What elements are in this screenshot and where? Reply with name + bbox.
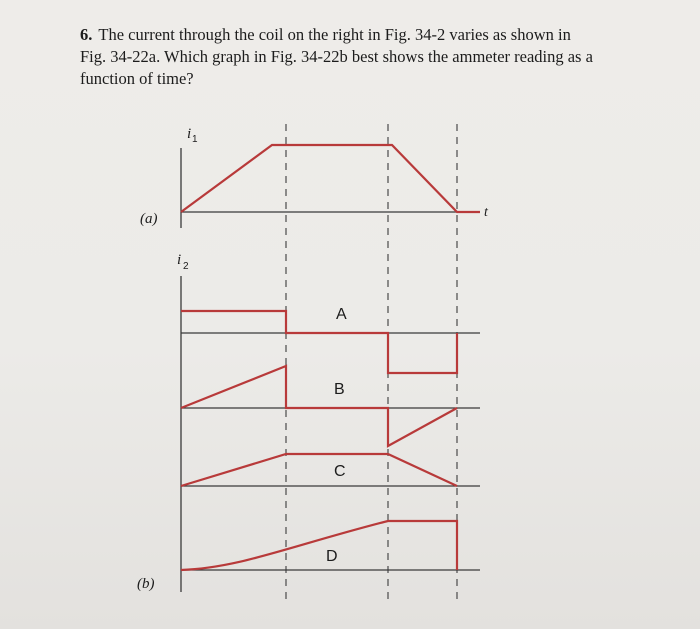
graph-A-label: A	[336, 306, 347, 323]
graph-B-label: B	[334, 381, 345, 398]
graph-a	[140, 126, 489, 228]
baselines	[181, 333, 480, 570]
graph-C-label: C	[334, 463, 346, 480]
graph-D-label: D	[326, 548, 338, 565]
graph-a-curve	[181, 145, 480, 212]
graph-D-curve	[181, 521, 457, 570]
graph-b-y-subscript: 2	[183, 261, 189, 272]
question-number: 6.	[80, 25, 93, 44]
graph-b-y-label: i	[177, 252, 182, 268]
graph-a-y-label: i	[187, 126, 192, 142]
graph-A-curve	[181, 311, 457, 373]
graph-C-curve	[181, 454, 457, 486]
question-text: The current through the coil on the right in Fig. 34-2 varies as shown in Fig. 34-22a. Which graph in Fig. 34-22b best shows the ammeter reading as a function of time?	[80, 25, 593, 88]
graph-B-curve	[181, 366, 457, 446]
graph-a-x-label: t	[484, 205, 488, 220]
figure-b-label: (b)	[137, 576, 155, 592]
time-markers	[286, 124, 457, 602]
graphs-b	[137, 252, 480, 592]
graph-a-y-subscript: 1	[192, 134, 198, 145]
figure-a-label: (a)	[140, 211, 158, 227]
